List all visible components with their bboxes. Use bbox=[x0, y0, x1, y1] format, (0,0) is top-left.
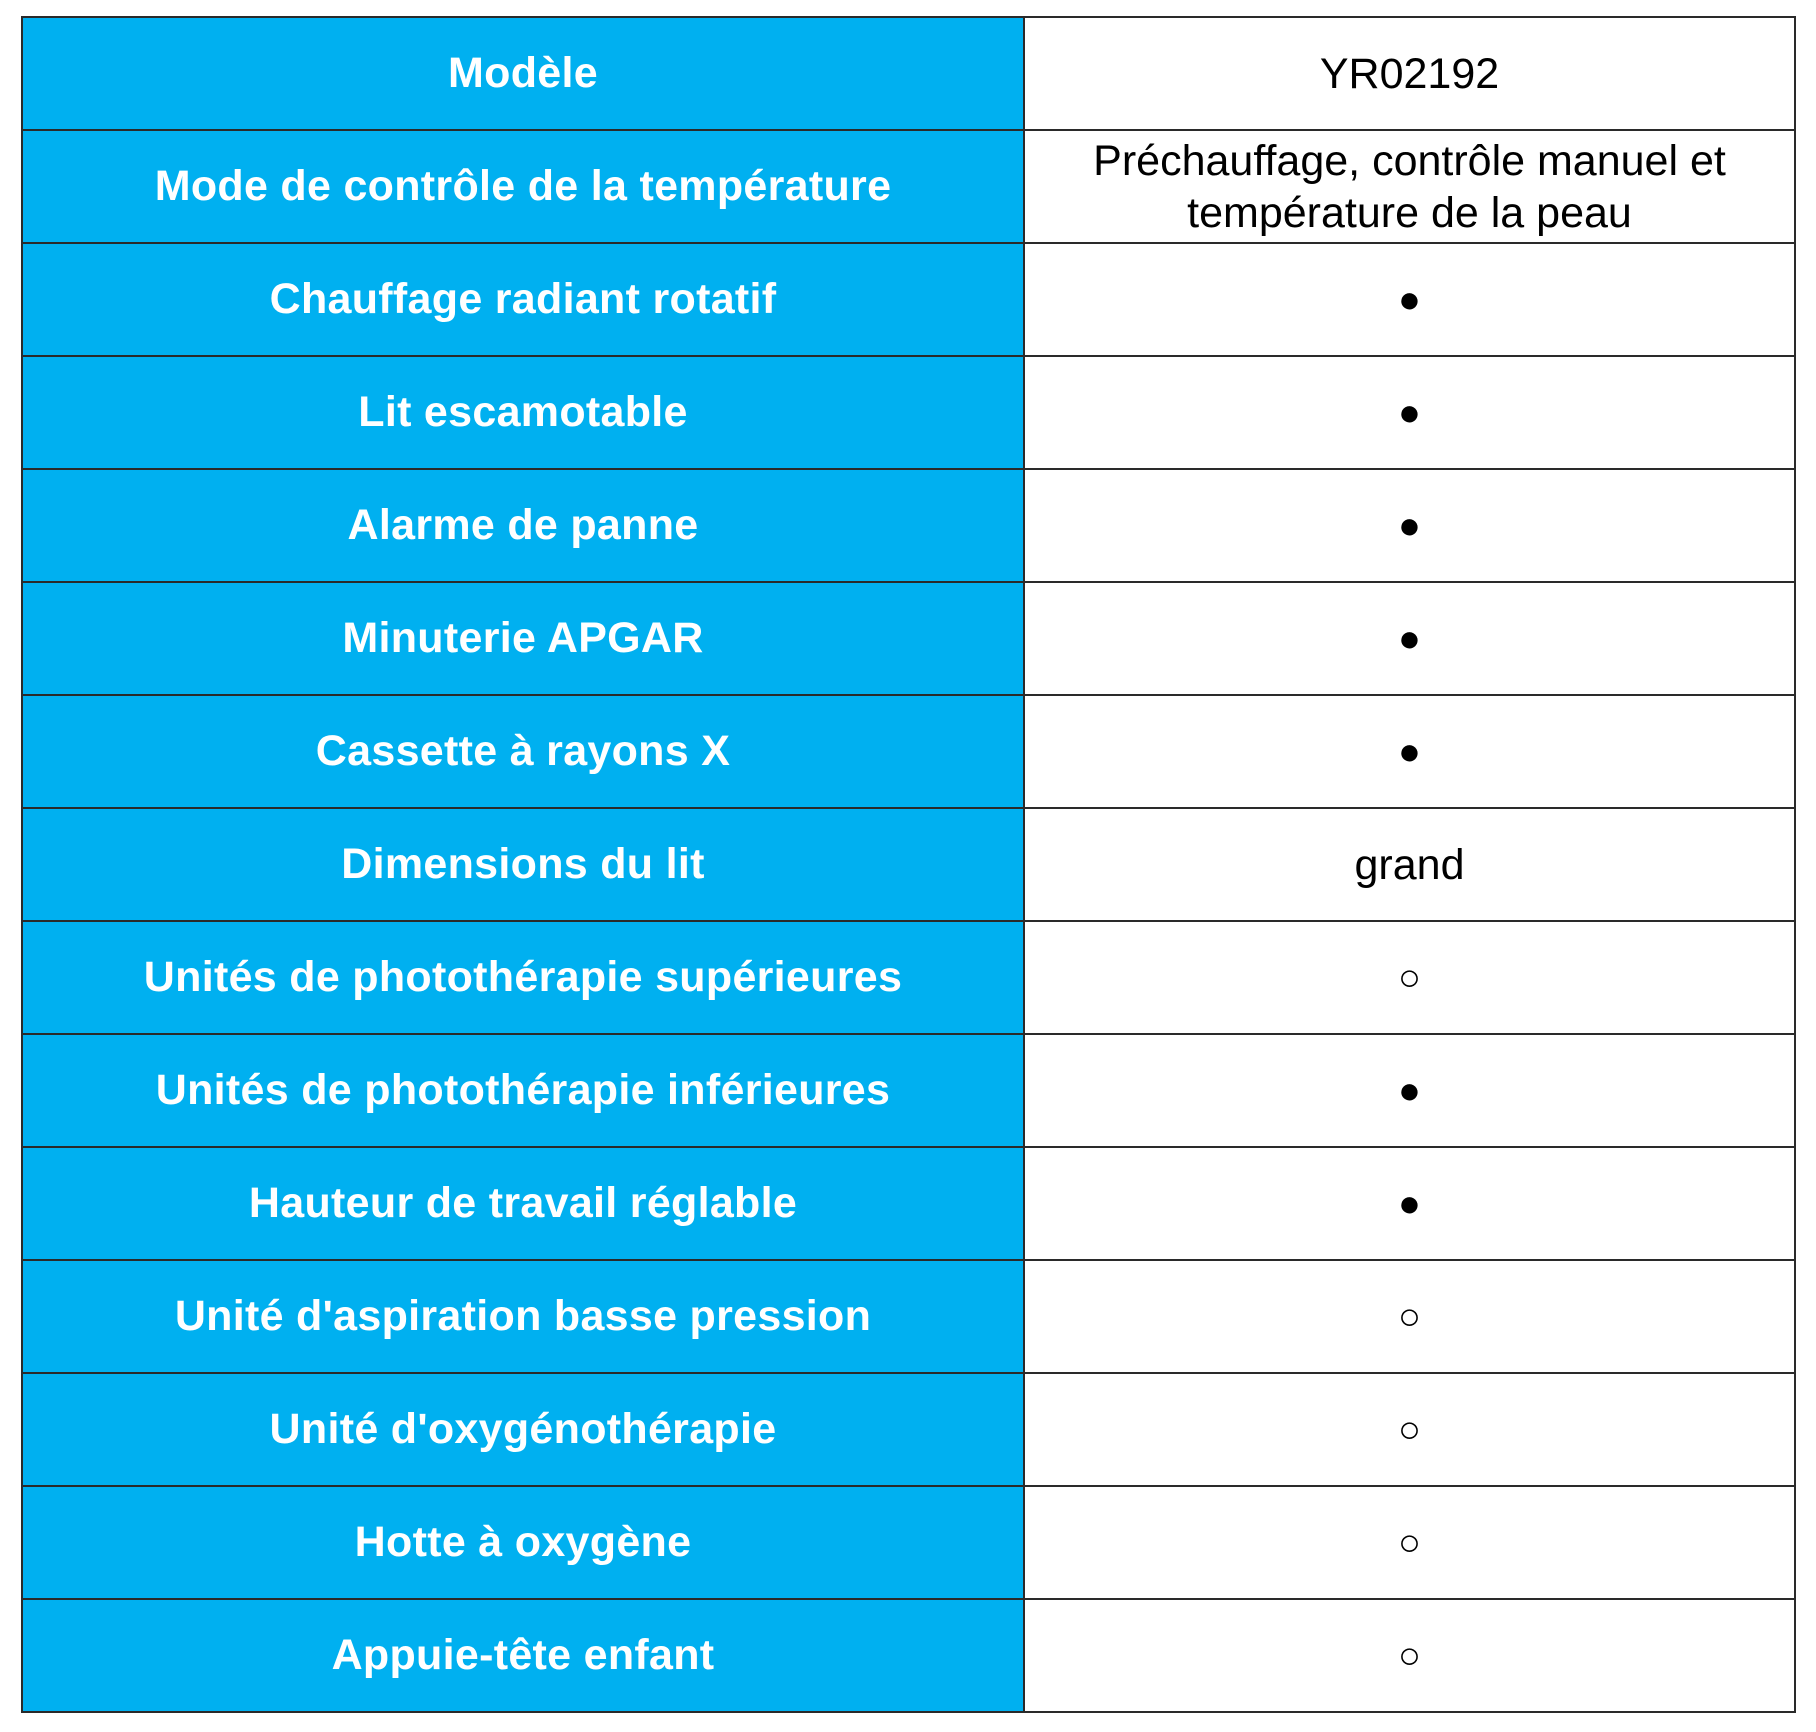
table-row bbox=[22, 17, 1795, 130]
spec-label: Chauffage radiant rotatif bbox=[22, 243, 1024, 356]
spec-value: YR02192 bbox=[1024, 17, 1795, 130]
table-row bbox=[22, 1034, 1795, 1147]
table-row bbox=[22, 130, 1795, 243]
spec-table bbox=[21, 16, 1796, 1713]
filled-circle-icon: ● bbox=[1024, 243, 1795, 356]
filled-circle-icon: ● bbox=[1024, 582, 1795, 695]
spec-label: Dimensions du lit bbox=[22, 808, 1024, 921]
filled-circle-icon: ● bbox=[1024, 469, 1795, 582]
spec-table-body bbox=[22, 17, 1795, 1712]
table-row bbox=[22, 1147, 1795, 1260]
table-row bbox=[22, 695, 1795, 808]
filled-circle-icon: ● bbox=[1024, 1034, 1795, 1147]
spec-label: Hotte à oxygène bbox=[22, 1486, 1024, 1599]
spec-label: Unité d'aspiration basse pression bbox=[22, 1260, 1024, 1373]
table-row bbox=[22, 1599, 1795, 1712]
spec-label: Minuterie APGAR bbox=[22, 582, 1024, 695]
hollow-circle-icon: ○ bbox=[1024, 1260, 1795, 1373]
table-row bbox=[22, 469, 1795, 582]
hollow-circle-icon: ○ bbox=[1024, 1599, 1795, 1712]
spec-label: Unité d'oxygénothérapie bbox=[22, 1373, 1024, 1486]
spec-label: Appuie-tête enfant bbox=[22, 1599, 1024, 1712]
filled-circle-icon: ● bbox=[1024, 695, 1795, 808]
spec-label: Hauteur de travail réglable bbox=[22, 1147, 1024, 1260]
filled-circle-icon: ● bbox=[1024, 1147, 1795, 1260]
spec-label: Mode de contrôle de la température bbox=[22, 130, 1024, 243]
hollow-circle-icon: ○ bbox=[1024, 1486, 1795, 1599]
table-row bbox=[22, 582, 1795, 695]
spec-value: grand bbox=[1024, 808, 1795, 921]
table-row bbox=[22, 356, 1795, 469]
hollow-circle-icon: ○ bbox=[1024, 1373, 1795, 1486]
table-row bbox=[22, 808, 1795, 921]
spec-label: Cassette à rayons X bbox=[22, 695, 1024, 808]
spec-value: Préchauffage, contrôle manuel et température de la peau bbox=[1024, 130, 1795, 243]
spec-label: Unités de photothérapie inférieures bbox=[22, 1034, 1024, 1147]
table-row bbox=[22, 243, 1795, 356]
spec-label: Modèle bbox=[22, 17, 1024, 130]
table-row bbox=[22, 921, 1795, 1034]
table-row bbox=[22, 1486, 1795, 1599]
filled-circle-icon: ● bbox=[1024, 356, 1795, 469]
hollow-circle-icon: ○ bbox=[1024, 921, 1795, 1034]
table-row bbox=[22, 1373, 1795, 1486]
spec-label: Lit escamotable bbox=[22, 356, 1024, 469]
spec-label: Alarme de panne bbox=[22, 469, 1024, 582]
table-row bbox=[22, 1260, 1795, 1373]
spec-label: Unités de photothérapie supérieures bbox=[22, 921, 1024, 1034]
